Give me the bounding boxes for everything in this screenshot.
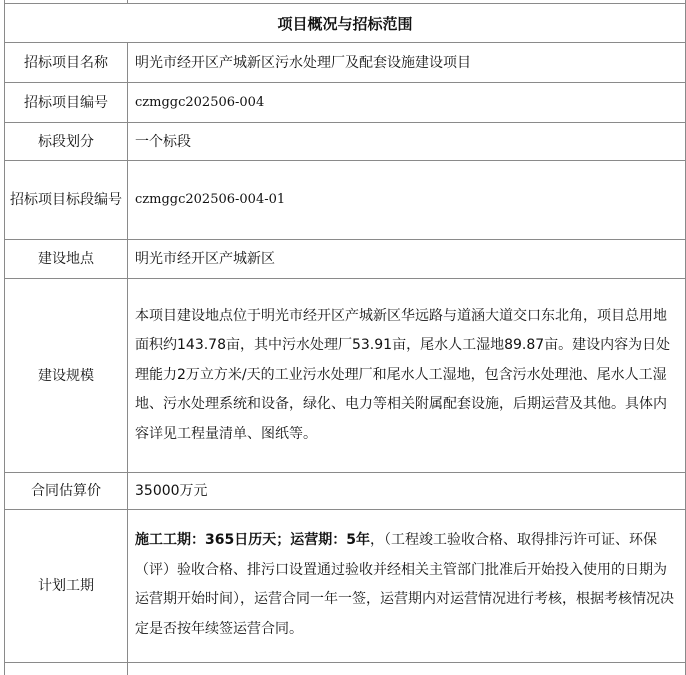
table-row <box>5 279 686 473</box>
project-number-label: 招标项目编号 <box>5 83 128 123</box>
table-row <box>5 123 686 161</box>
project-name-label: 招标项目名称 <box>5 43 128 83</box>
project-name-value: 明光市经开区产城新区污水处理厂及配套设施建设项目 <box>128 43 686 83</box>
planned-duration-rest-text: ，（工程竣工验收合格、取得排污许可证、环保（评）验收合格、排污口设置通过验收并经相关主管部门批准后开始投入使用的日期为运营期开始时间），运营合同一年一签，运营期内对运营情况进行考核，根据考核情况决定是否按年续签运营合同。 <box>135 532 674 637</box>
planned-duration-value <box>128 510 686 663</box>
table-row <box>5 473 686 510</box>
section-number-label: 招标项目标段编号 <box>5 161 128 240</box>
table-row <box>5 161 686 240</box>
table-row <box>5 83 686 123</box>
project-number-value: czmggc202506-004 <box>128 83 686 123</box>
location-value: 明光市经开区产城新区 <box>128 240 686 279</box>
table-row <box>5 510 686 663</box>
table-bottom-strip <box>5 663 686 675</box>
planned-duration-label: 计划工期 <box>5 510 128 663</box>
section-division-label: 标段划分 <box>5 123 128 161</box>
table-row <box>5 240 686 279</box>
section-number-value: czmggc202506-004-01 <box>128 161 686 240</box>
project-overview-table <box>4 0 686 675</box>
location-label: 建设地点 <box>5 240 128 279</box>
scale-value: 本项目建设地点位于明光市经开区产城新区华远路与道涵大道交口东北角，项目总用地面积约143.78亩，其中污水处理厂53.91亩，尾水人工湿地89.87亩。建设内容为日处理能力2万立方米/天的工业污水处理厂和尾水人工湿地，包含污水处理池、尾水人工湿地、污水处理系统和设备，绿化、电力等相关附属配套设施，后期运营及其他。具体内容详见工程量清单、图纸等。 <box>128 279 686 473</box>
contract-estimate-label: 合同估算价 <box>5 473 128 510</box>
planned-duration-bold-text: 施工工期：365日历天；运营期：5年 <box>135 532 370 548</box>
section-title: 项目概况与招标范围 <box>5 4 686 43</box>
section-title-row <box>5 4 686 43</box>
table-row <box>5 43 686 83</box>
scale-label: 建设规模 <box>5 279 128 473</box>
contract-estimate-value: 35000万元 <box>128 473 686 510</box>
section-division-value: 一个标段 <box>128 123 686 161</box>
